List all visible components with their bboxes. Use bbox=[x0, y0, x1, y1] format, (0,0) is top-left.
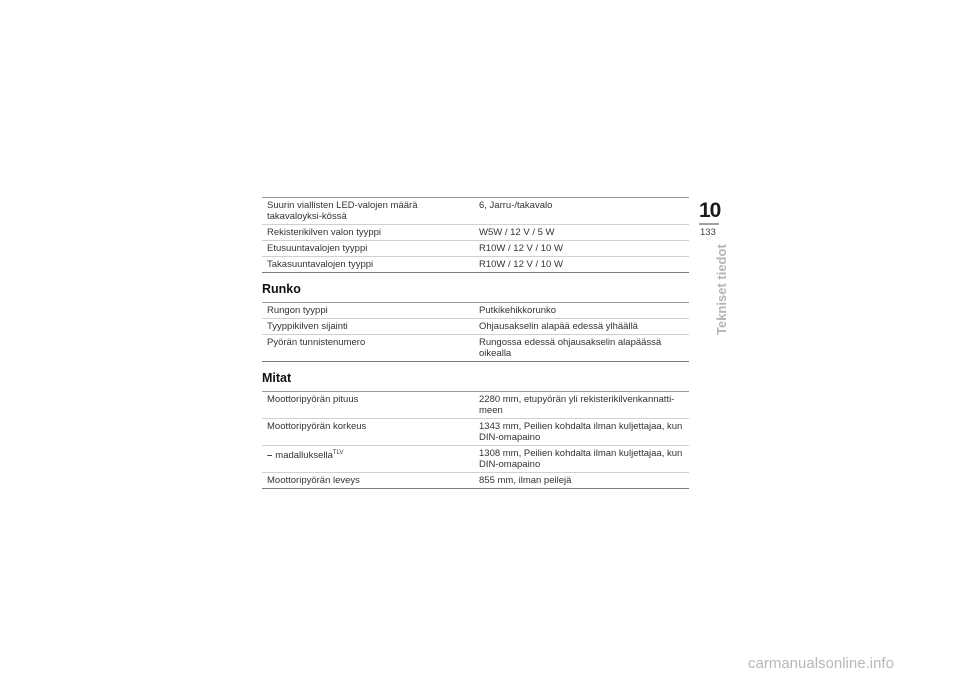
table-row bbox=[262, 392, 689, 419]
table-row bbox=[262, 335, 689, 362]
dash-bullet: – bbox=[267, 450, 273, 462]
spec-key: Suurin viallisten LED-valojen määrä takavaloyksi-kössä bbox=[262, 198, 474, 225]
table-row bbox=[262, 419, 689, 446]
section-heading-runko: Runko bbox=[262, 282, 301, 296]
table-row bbox=[262, 473, 689, 489]
spec-key: Moottoripyörän korkeus bbox=[262, 419, 474, 446]
table-row bbox=[262, 225, 689, 241]
spec-key: Pyörän tunnistenumero bbox=[262, 335, 474, 362]
spec-value: Putkikehikkorunko bbox=[474, 303, 689, 319]
table-row bbox=[262, 241, 689, 257]
spec-content bbox=[262, 197, 689, 489]
chapter-number: 10 bbox=[699, 199, 721, 222]
spec-value: 2280 mm, etupyörän yli rekisterikilvenkannatti-meen bbox=[474, 392, 689, 419]
page-number: 133 bbox=[700, 227, 716, 238]
spec-key-sub bbox=[262, 446, 474, 473]
spec-key: Takasuuntavalojen tyyppi bbox=[262, 257, 474, 273]
table-row bbox=[262, 319, 689, 335]
spec-value: 1343 mm, Peilien kohdalta ilman kuljettajaa, kun DIN-omapaino bbox=[474, 419, 689, 446]
table-row bbox=[262, 303, 689, 319]
table-row bbox=[262, 257, 689, 273]
spec-value: Ohjausakselin alapää edessä ylhäällä bbox=[474, 319, 689, 335]
table-row bbox=[262, 198, 689, 225]
chapter-side-title: Tekniset tiedot bbox=[714, 244, 729, 335]
lighting-table bbox=[262, 197, 689, 273]
spec-value: 6, Jarru-/takavalo bbox=[474, 198, 689, 225]
spec-key: Moottoripyörän pituus bbox=[262, 392, 474, 419]
spec-value: 855 mm, ilman peilejä bbox=[474, 473, 689, 489]
spec-key-text: madalluksella bbox=[275, 450, 333, 462]
spec-key: Rekisterikilven valon tyyppi bbox=[262, 225, 474, 241]
spec-key: Etusuuntavalojen tyyppi bbox=[262, 241, 474, 257]
spec-value: R10W / 12 V / 10 W bbox=[474, 257, 689, 273]
watermark: carmanualsonline.info bbox=[748, 655, 894, 672]
table-row bbox=[262, 446, 689, 473]
model-superscript: TLV bbox=[332, 450, 344, 456]
spec-key: Tyyppikilven sijainti bbox=[262, 319, 474, 335]
spec-value: R10W / 12 V / 10 W bbox=[474, 241, 689, 257]
chapter-divider bbox=[699, 223, 719, 225]
spec-key: Rungon tyyppi bbox=[262, 303, 474, 319]
spec-value: W5W / 12 V / 5 W bbox=[474, 225, 689, 241]
section-heading-mitat: Mitat bbox=[262, 371, 292, 385]
spec-value: Rungossa edessä ohjausakselin alapäässä oikealla bbox=[474, 335, 689, 362]
spec-key: Moottoripyörän leveys bbox=[262, 473, 474, 489]
mitat-table bbox=[262, 391, 689, 489]
runko-table bbox=[262, 302, 689, 362]
spec-value: 1308 mm, Peilien kohdalta ilman kuljettajaa, kun DIN-omapaino bbox=[474, 446, 689, 473]
